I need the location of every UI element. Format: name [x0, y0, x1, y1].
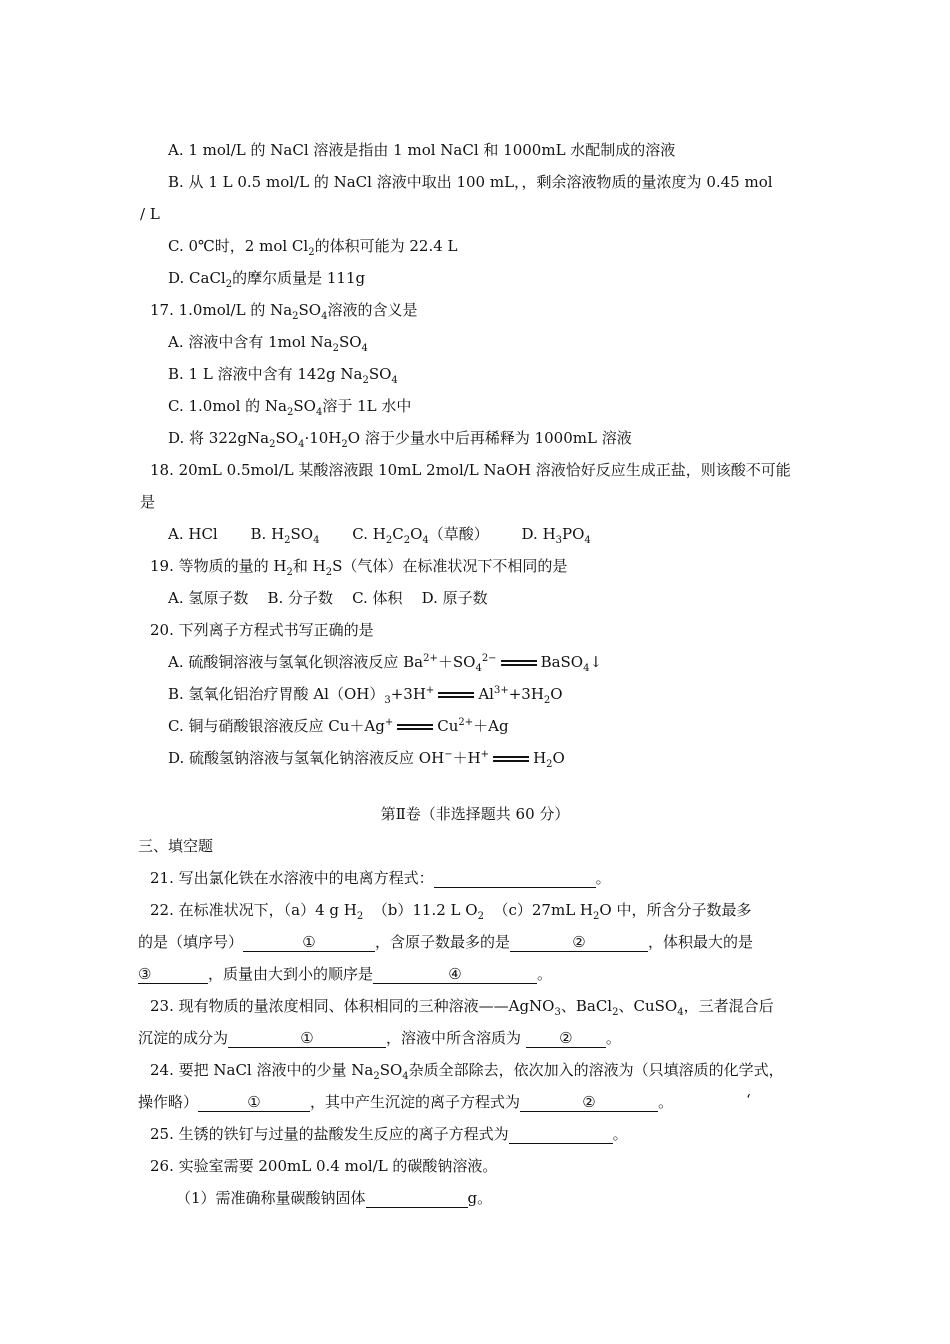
q22-blank-3[interactable]: ③: [138, 966, 208, 984]
q17-option-d: D. 将 $322gNa_2SO_4\cdot 10H_2O$ 溶于少量水中后再稀释为 1000mL 溶液: [168, 429, 632, 450]
equals-sign: [493, 756, 529, 762]
q22-blank-4[interactable]: ④: [373, 966, 537, 984]
q20-option-c: C. 铜与硝酸银溶液反应 Cu＋Ag+ $Cu^{2+}+Ag$: [168, 717, 509, 735]
q23-blank-2[interactable]: ②: [526, 1030, 606, 1048]
q20-option-d: D. 硫酸氢钠溶液与氢氧化钠溶液反应 OH−＋H+ $H_2O$: [168, 749, 565, 770]
q19-stem: 19. 等物质的量的 $H_2$和 $H_2S$（气体）在标准状况下不相同的是: [150, 557, 568, 578]
equals-sign: [438, 692, 474, 698]
q16-option-b: B. 从 1 L 0.5 mol/L 的 NaCl 溶液中取出 100 mL，，剩余溶液物质的量浓度为 0.45 mol: [168, 173, 773, 191]
q21-blank[interactable]: [434, 870, 596, 888]
q26-blank[interactable]: [366, 1190, 468, 1208]
q18-stem-cont: 是: [140, 493, 156, 511]
q25: 25. 生锈的铁钉与过量的盐酸发生反应的离子方程式为 。: [150, 1125, 628, 1143]
q22-blank-2[interactable]: ②: [510, 934, 648, 952]
q20-option-a: A. 硫酸铜溶液与氢氧化钡溶液反应 $Ba^{2+}+SO_4^{2-}$ BaSO$_4$↓: [168, 653, 603, 674]
equals-sign: [397, 724, 433, 730]
q16-option-b-cont: / L: [140, 205, 160, 223]
q18-stem: 18. 20mL 0.5mol/L 某酸溶液跟 10mL 2mol/L NaOH 溶液恰好反应生成正盐，则该酸不可能: [150, 461, 791, 479]
q16-option-a: A. 1 mol/L 的 NaCl 溶液是指由 1 mol NaCl 和 1000mL 水配制成的溶液: [168, 141, 676, 159]
q23-blank-1[interactable]: ①: [228, 1030, 386, 1048]
q17-option-a: A. 溶液中含有 1mol $Na_2SO_4$: [168, 333, 368, 354]
q19-options: A. 氢原子数 B. 分子数 C. 体积 D. 原子数: [168, 589, 488, 607]
q21: 21. 写出氯化铁在水溶液中的电离方程式： 。: [150, 869, 611, 887]
q24-blank-1[interactable]: ①: [198, 1094, 310, 1112]
q24-line1: 24. 要把 NaCl 溶液中的少量 $Na_2SO_4$杂质全部除去，依次加入的溶液为（只填溶质的化学式，: [150, 1061, 784, 1082]
q17-stem: 17. 1.0mol/L 的 $Na_2SO_4$溶液的含义是: [150, 301, 418, 322]
q16-option-d: D. CaCl$_2$的摩尔质量是 111g: [168, 269, 366, 290]
q22-blank-1[interactable]: ①: [243, 934, 375, 952]
q22-line1: 22. 在标准状况下，（a）4 g $H_2$ （b）11.2 L $O_2$ （c）27mL $H_2O$ 中，所含分子数最多: [150, 901, 752, 922]
q22-line3: ③ ，质量由大到小的顺序是 ④ 。: [138, 965, 553, 983]
q22-line2: 的是（填序号） ① ，含原子数最多的是 ② ，体积最大的是: [138, 933, 754, 951]
q23-line1: 23. 现有物质的量浓度相同、体积相同的三种溶液——AgNO$_3$、BaCl$_2$、CuSO$_4$，三者混合后: [150, 997, 774, 1018]
q26-sub1: （1）需准确称量碳酸钠固体 g。: [176, 1189, 493, 1207]
q17-option-b: B. 1 L 溶液中含有 142g $Na_2SO_4$: [168, 365, 398, 386]
stray-mark: ‘: [746, 1091, 751, 1109]
q16-option-c: C. 0℃时，2 mol $Cl_2$的体积可能为 22.4 L: [168, 237, 458, 258]
q20-stem: 20. 下列离子方程式书写正确的是: [150, 621, 374, 639]
q26-stem: 26. 实验室需要 200mL 0.4 mol/L 的碳酸钠溶液。: [150, 1157, 498, 1175]
q23-line2: 沉淀的成分为 ① ，溶液中所含溶质为 ② 。: [138, 1029, 621, 1047]
q25-blank[interactable]: [509, 1126, 613, 1144]
part2-title: 第Ⅱ卷（非选择题共 60 分）: [380, 805, 570, 823]
q17-option-c: C. 1.0mol 的 $Na_2SO_4$溶于 1L 水中: [168, 397, 412, 418]
equals-sign: [501, 660, 537, 666]
q24-line2: 操作略） ① ，其中产生沉淀的离子方程式为 ② 。: [138, 1093, 674, 1111]
q18-options: A. HCl B. $H_2SO_4$ C. $H_2C_2O_4$（草酸） D. $H_3PO_4$: [168, 525, 591, 546]
q24-blank-2[interactable]: ②: [520, 1094, 658, 1112]
q20-option-b: B. 氢氧化铝治疗胃酸 $Al(OH)_3+3H^+$ $Al^{3+}+3H_2O$: [168, 685, 563, 706]
section-heading: 三、填空题: [138, 837, 214, 855]
